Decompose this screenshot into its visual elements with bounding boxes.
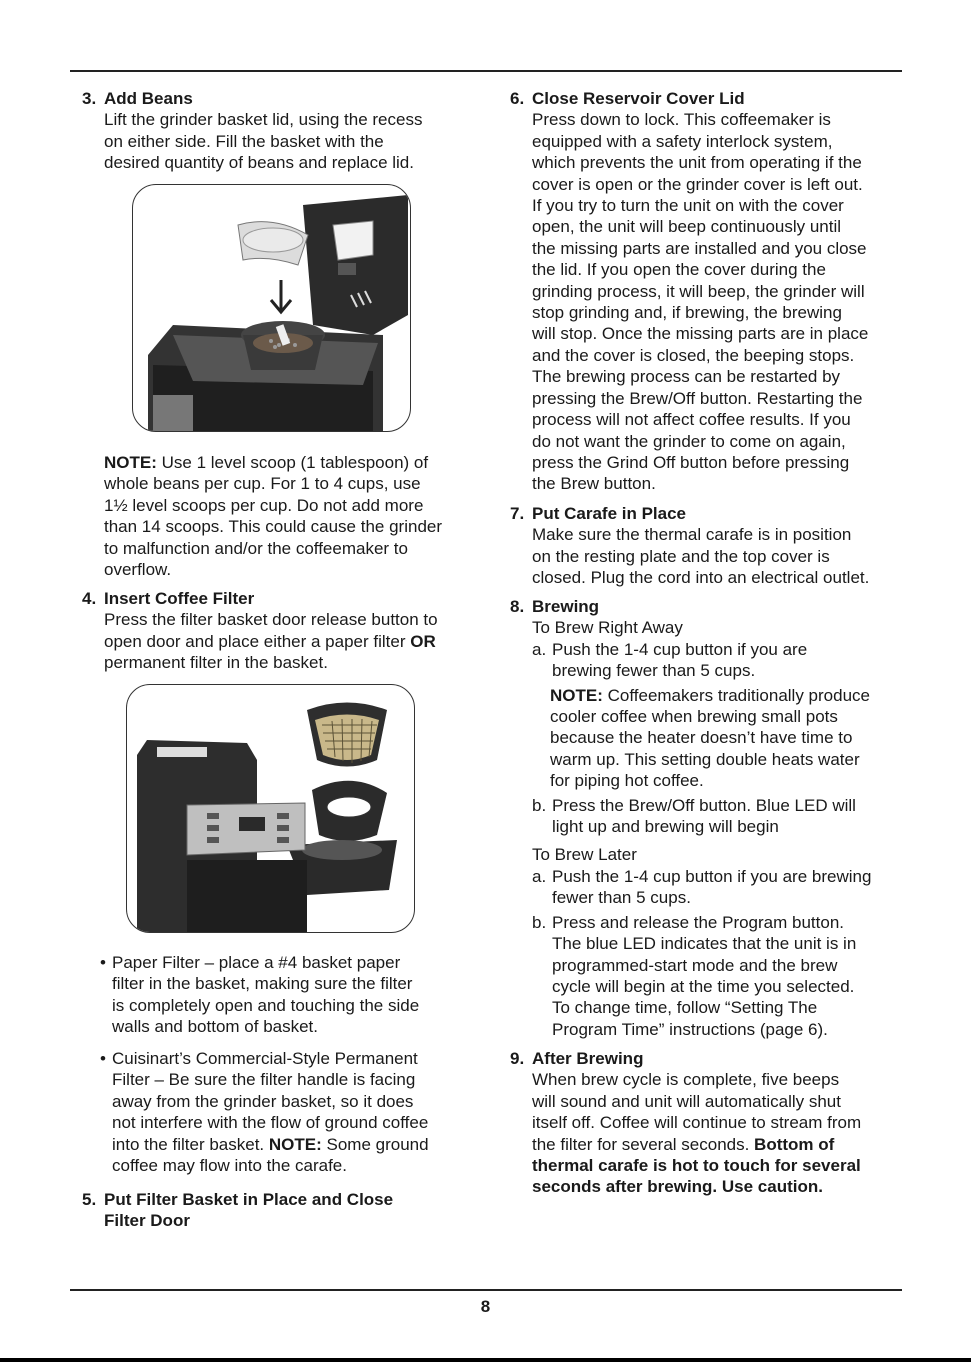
section-5: 5. Put Filter Basket in Place and Close Filter Door xyxy=(82,1189,482,1232)
section-3-heading: 3. Add Beans xyxy=(82,89,193,108)
section-7-body: Make sure the thermal carafe is in position on the resting plate and the top cover is closed. Plug the cord into an electrical outlet. xyxy=(532,525,870,588)
grinder-basket-illustration xyxy=(132,184,411,432)
bullet-paper-filter: • Paper Filter – place a #4 basket paper filter in the basket, making sure the filter is completely open and touching the side walls and bottom of basket. xyxy=(100,953,420,1037)
right-column xyxy=(510,88,910,1197)
filter-basket-illustration xyxy=(126,684,415,933)
page-number: 8 xyxy=(480,1297,491,1316)
bottom-edge xyxy=(0,1358,971,1362)
top-rule xyxy=(70,70,902,72)
section-8-heading: 8. Brewing xyxy=(510,597,600,616)
section-9-heading: 9. After Brewing xyxy=(510,1049,644,1068)
brew-right-away-note: NOTE: Coffeemakers traditionally produce cooler coffee when brewing small pots because the heater doesn’t have time to warm up. This setting double heats water for piping hot coffee. xyxy=(550,685,870,791)
brew-later-heading: To Brew Later xyxy=(532,845,637,865)
section-6-heading: 6. Close Reservoir Cover Lid xyxy=(510,89,745,108)
section-4-body: Press the filter basket door release button to open door and place either a paper filter OR permanent filter in the basket. xyxy=(104,610,438,673)
section-9-body: When brew cycle is complete, five beeps will sound and unit will automatically shut itself off. Coffee will continue to stream from the filter for several seconds. Bottom of thermal carafe is hot to touch for several seconds after brewing. Use caution. xyxy=(532,1070,862,1197)
section-6 xyxy=(510,88,910,495)
section-3 xyxy=(82,88,482,174)
bottom-rule xyxy=(70,1289,902,1291)
note-label: NOTE: xyxy=(104,453,157,472)
section-9 xyxy=(510,1048,910,1198)
section-4-heading: 4. Insert Coffee Filter xyxy=(82,589,255,608)
brew-later-step-b: b. Press and release the Program button. The blue LED indicates that the unit is in programmed-start mode and the brew cycle will begin at the time you selected. To change time, follow “Setting The Program Time” instructions (page 6). xyxy=(532,912,857,1039)
brew-right-away-step-b: b. Press the Brew/Off button. Blue LED will light up and brewing will begin xyxy=(532,795,856,837)
section-5-heading: 5. Put Filter Basket in Place and Close xyxy=(82,1190,394,1209)
left-column xyxy=(82,88,482,1231)
brew-right-away-heading: To Brew Right Away xyxy=(532,618,683,638)
bullet-permanent-filter: • Cuisinart’s Commercial-Style Permanent Filter – Be sure the filter handle is facing away from the grinder basket, so it does not interfere with the flow of ground coffee into the filter basket. NOTE: Some ground coffee may flow into the carafe. xyxy=(100,1049,429,1176)
brew-right-away-step-a: a. Push the 1-4 cup button if you are brewing fewer than 5 cups. xyxy=(532,639,808,681)
section-3-body: Lift the grinder basket lid, using the recess on either side. Fill the basket with the desired quantity of beans and replace lid. xyxy=(104,110,423,173)
section-8 xyxy=(510,596,910,1040)
brew-later-step-a: a. Push the 1-4 cup button if you are brewing fewer than 5 cups. xyxy=(532,866,872,908)
section-3-note: NOTE: Use 1 level scoop (1 tablespoon) of whole beans per cup. For 1 to 4 cups, use 1½ level scoops per cup. Do not add more than 14 scoops. This could cause the grinder to malfunction and/or the coffeemaker to overflow. xyxy=(104,453,443,580)
section-7 xyxy=(510,503,910,589)
section-4 xyxy=(82,588,482,674)
section-6-body: Press down to lock. This coffeemaker is equipped with a safety interlock system, which prevents the unit from operating if the cover is open or the grinder cover is left out. If you try to turn the unit on with the cover open, the unit will beep continuously until the missing parts are installed and you close the lid. If you open the cover during the grinding process, it will beep, the grinder will stop grinding and, if brewing, the brewing will stop. Once the missing parts are in place and the cover is closed, the beeping stops. The brewing process can be restarted by pressing the Brew/Off button. Restarting the process will not affect coffee results. If you do not want the grinder to come on again, press the Grind Off button before pressing the Brew button. xyxy=(532,110,869,494)
section-7-heading: 7. Put Carafe in Place xyxy=(510,504,687,523)
